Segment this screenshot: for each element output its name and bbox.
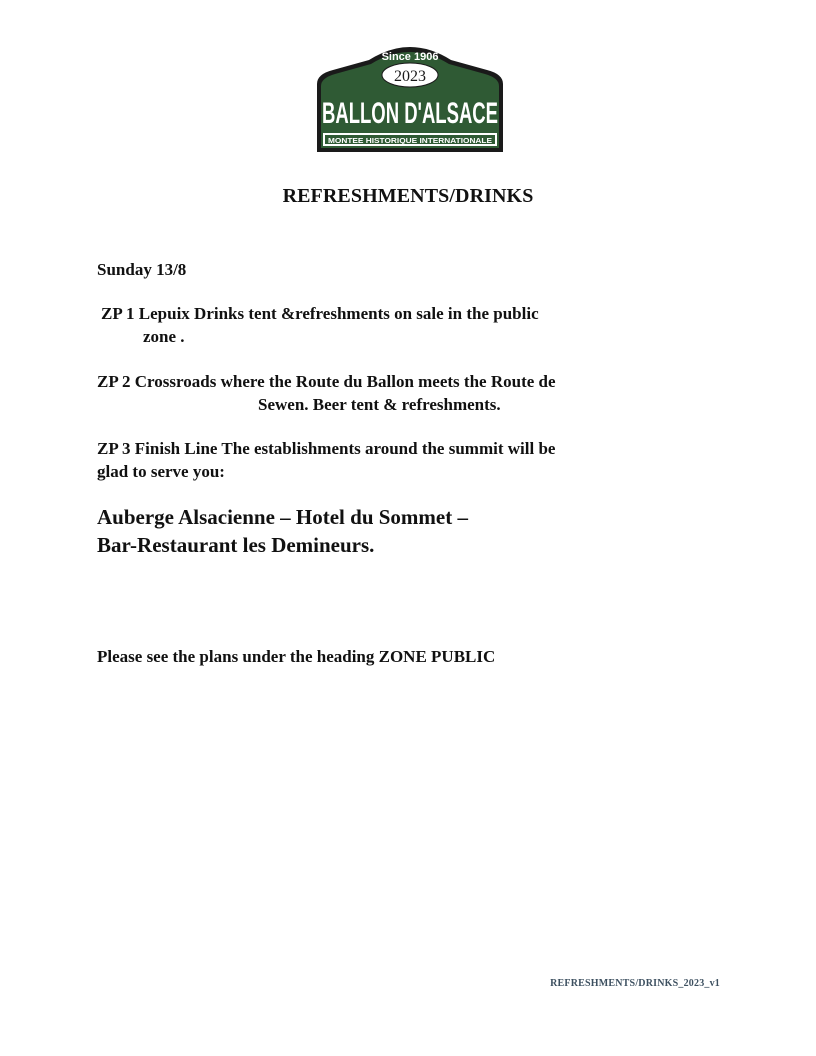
zone-1-line-2: zone .: [143, 327, 185, 346]
day-label: Sunday 13/8: [97, 260, 187, 279]
page-title: REFRESHMENTS/DRINKS: [282, 185, 534, 207]
logo-year: 2023: [394, 68, 426, 85]
logo-name: BALLON D'ALSACE: [322, 97, 498, 130]
establishments-line-2: Bar-Restaurant les Demineurs.: [97, 533, 375, 557]
logo-since: Since 1906: [381, 51, 439, 63]
footer-doc-id: REFRESHMENTS/DRINKS_2023_v1: [550, 978, 720, 989]
zone-2-line-2: Sewen. Beer tent & refreshments.: [258, 395, 501, 414]
zone-1-line-1: ZP 1 Lepuix Drinks tent &refreshments on sale in the public: [101, 304, 539, 323]
establishments-line-1: Auberge Alsacienne – Hotel du Sommet –: [97, 505, 468, 529]
ballon-dalsace-logo: [313, 40, 507, 156]
zone-3-line-1: ZP 3 Finish Line The establishments around the summit will be: [97, 439, 556, 458]
zone-3-line-2: glad to serve you:: [97, 462, 225, 481]
logo-subtitle: MONTEE HISTORIQUE INTERNATIONALE: [328, 138, 493, 145]
plans-note: Please see the plans under the heading ZONE PUBLIC: [97, 647, 496, 666]
zone-2-line-1: ZP 2 Crossroads where the Route du Ballon meets the Route de: [97, 372, 556, 391]
